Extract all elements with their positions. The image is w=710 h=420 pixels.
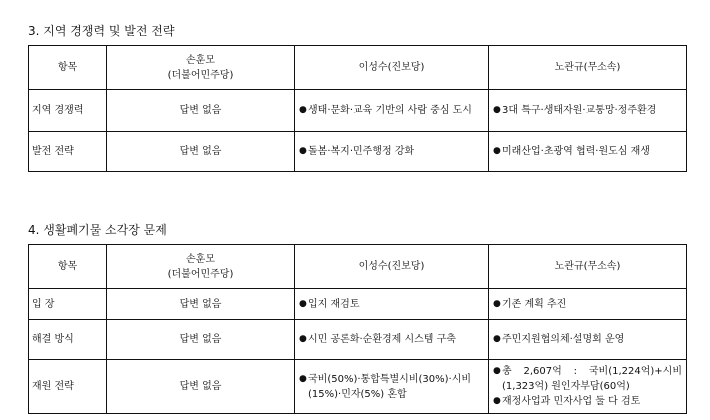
cell-candidate-3 [489,132,687,172]
bullet-icon: ● [493,105,501,115]
cell-candidate-1: 답변 없음 [107,360,295,414]
header-item: 항목 [29,245,107,289]
list-item: ● 국비(50%)·통합특별시비(30%)·시비(15%)·민자(5%) 혼합 [299,373,472,400]
row-label: 입 장 [29,289,107,320]
bullet-icon: ● [299,146,307,156]
row-label: 해결 방식 [29,320,107,360]
bullet-icon: ● [493,146,501,156]
header-candidate-3: 노관규(무소속) [489,46,687,90]
table-header-row [29,245,687,289]
list-item: ● 주민지원협의체·설명회 운영 [493,334,625,345]
candidate-1-party: (더불어민주당) [167,69,234,81]
list-item: ● 입지 재검토 [299,298,360,310]
section-title-regional-competitiveness: 3. 지역 경쟁력 및 발전 전략 [28,24,175,38]
header-candidate-2: 이성수(진보당) [295,46,489,90]
bullet-icon: ● [493,366,501,376]
regional-competitiveness-table [28,45,687,172]
incinerator-table [28,244,687,414]
cell-candidate-2 [295,320,489,360]
list-item: ● 3대 특구·생태자원·교통망·정주환경 [493,105,657,116]
cell-candidate-3 [489,289,687,320]
list-item: ● 시민 공론화·순환경제 시스템 구축 [299,334,456,345]
cell-candidate-2 [295,90,489,132]
table-row [29,289,687,320]
header-item: 항목 [29,46,107,90]
row-label: 발전 전략 [29,132,107,172]
bullet-icon: ● [493,396,501,406]
bullet-icon: ● [299,334,307,344]
candidate-1-name: 손훈모 [186,54,215,66]
bullet-icon: ● [493,298,501,309]
row-label: 지역 경쟁력 [29,90,107,132]
header-candidate-2: 이성수(진보당) [295,245,489,289]
cell-candidate-2 [295,360,489,414]
cell-candidate-2 [295,132,489,172]
list-item: ● 돌봄·복지·민주행정 강화 [299,146,415,157]
header-candidate-1 [107,245,295,289]
candidate-1-party: (더불어민주당) [167,268,234,280]
cell-candidate-3 [489,360,687,414]
list-item: ● 생태·문화·교육 기반의 사람 중심 도시 [299,105,472,116]
bullet-icon: ● [299,105,307,115]
header-candidate-3: 노관규(무소속) [489,245,687,289]
cell-candidate-3 [489,90,687,132]
list-item: ● 기존 계획 추진 [493,298,567,310]
cell-candidate-1: 답변 없음 [107,90,295,132]
row-label: 재원 전략 [29,360,107,414]
section-title-incinerator: 4. 생활폐기물 소각장 문제 [28,223,167,237]
table-header-row [29,46,687,90]
header-candidate-1 [107,46,295,90]
cell-candidate-1: 답변 없음 [107,289,295,320]
list-item: ● 재정사업과 민자사업 둘 다 검토 [493,396,641,407]
table-row [29,90,687,132]
cell-candidate-1: 답변 없음 [107,320,295,360]
candidate-1-name: 손훈모 [186,253,215,265]
cell-candidate-2 [295,289,489,320]
list-item: ● 총 2,607억 : 국비(1,224억)+시비(1,323억) 원인자부담(60억) [493,366,682,392]
cell-candidate-1: 답변 없음 [107,132,295,172]
bullet-icon: ● [299,373,307,384]
table-row [29,360,687,414]
table-row [29,320,687,360]
table-row [29,132,687,172]
list-item: ● 미래산업·초광역 협력·원도심 재생 [493,146,650,157]
bullet-icon: ● [299,298,307,309]
bullet-icon: ● [493,334,501,344]
cell-candidate-3 [489,320,687,360]
